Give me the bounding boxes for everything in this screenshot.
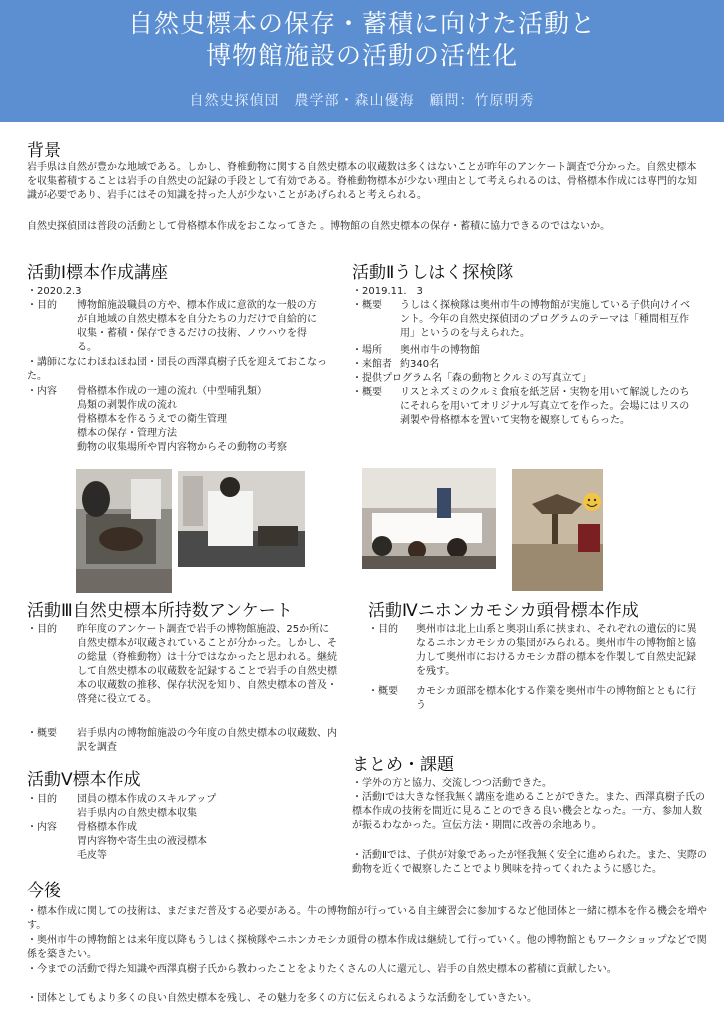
act2-overview2-text: リスとネズミのクルミ食痕を紙芝居・実物を用いて解説したのちにそれらを用いてオリジナル写真立てを作った。会場にはリスの剥製や骨格標本を置いて実物を観察してもらった。 [400, 387, 690, 426]
act2-program: ・提供プログラム名「森の動物とクルミの写真立て」 [352, 373, 592, 384]
act5-content-item: 毛皮等 [77, 850, 107, 861]
poster-authors: 自然史探偵団 農学部・森山優海 顧問：竹原明秀 [189, 93, 535, 109]
act5-content-item: 骨格標本作成 [77, 822, 137, 833]
act5-content-label: ・内容 [27, 822, 57, 833]
background-para2: 自然史探偵団は普段の活動として骨格標本作成をおこなってきた 。博物館の自然史標本の保存・蓄積に協力できるのではないか。 [27, 221, 611, 232]
act1-content-item: 骨格標本作成の一連の流れ（中型哺乳類） [77, 386, 267, 397]
act4-purpose [368, 623, 703, 683]
act5-purpose-item: 岩手県内の自然史標本収集 [77, 808, 197, 819]
act2-visitors-label: ・来館者 [352, 359, 392, 370]
act4-purpose-text: 奥州市は北上山系と奥羽山系に挟まれ、それぞれの遺伝的に異なるニホンカモシカの集団がみられる。奥州市牛の博物館と協力して奥州市におけるカモシカ群の標本を作製して自然史記録を残す。 [416, 624, 697, 677]
act1-purpose [27, 299, 342, 359]
act4-purpose-label: ・目的 [368, 624, 398, 635]
act1-content-item: 鳥類の剥製作成の流れ [77, 400, 177, 411]
act2-visitors [352, 358, 702, 372]
act1-content [27, 385, 342, 460]
background-heading: 背景 [27, 141, 61, 161]
poster-title-line2: 博物館施設の活動の活性化 [205, 41, 518, 70]
act3-overview-text: 岩手県内の博物館施設の今年度の自然史標本の収蔵数、内訳を調査 [77, 728, 337, 753]
photo-kids-event [362, 468, 496, 569]
act4-heading: 活動Ⅳニホンカモシカ頭骨標本作成 [368, 601, 639, 621]
act2-overview [352, 299, 702, 344]
photo-lecture [178, 471, 305, 567]
act3-purpose [27, 623, 347, 725]
future-heading: 今後 [27, 881, 61, 901]
act3-overview [27, 727, 347, 757]
act2-overview2-label: ・概要 [352, 387, 382, 398]
act3-purpose-label: ・目的 [27, 624, 57, 635]
act1-content-item: 骨格標本を作るうえでの衛生管理 [77, 414, 227, 425]
act1-content-item: 標本の保存・管理方法 [77, 428, 177, 439]
act2-overview2 [352, 386, 702, 446]
act5-content-item: 胃内容物や寄生虫の液浸標本 [77, 836, 207, 847]
act1-date: ・2020.2.3 [27, 286, 82, 297]
act4-overview-text: カモシカ頭部を標本化する作業を奥州市牛の博物館とともに行う [416, 686, 696, 711]
summary-item: ・活動Ⅱでは、子供が対象であったが怪我無く安全に進められた。また、実際の動物を近くで観察したことでより興味を持ってくれたように感じた。 [352, 850, 707, 875]
act3-heading: 活動Ⅲ自然史標本所持数アンケート [27, 601, 293, 621]
future-item: ・団体としてもより多くの良い自然史標本を残し、その魅力を多くの方に伝えられるような活動をしていきたい。 [27, 993, 537, 1004]
act5-content [27, 821, 347, 863]
act5-purpose-label: ・目的 [27, 794, 57, 805]
act5-heading: 活動Ⅴ標本作成 [27, 770, 141, 790]
summary-item: ・学外の方と協力、交流しつつ活動できた。 [352, 778, 552, 789]
act1-heading: 活動Ⅰ標本作成講座 [27, 263, 169, 283]
future-item: ・今までの活動で得た知識や西澤真樹子氏から教わったことをよりたくさんの人に還元し、岩手の自然史標本の蓄積に貢献したい。 [27, 964, 617, 975]
act2-date: ・2019.11. 3 [352, 286, 423, 297]
act2-overview-text: うしはく探検隊は奥州市牛の博物館が実施している子供向けイベント。今年の自然史探偵団のプログラムのテーマは「種間相互作用」というのを与えられた。 [400, 300, 690, 339]
act2-place-text: 奥州市牛の博物館 [400, 345, 480, 356]
act2-place [352, 344, 702, 358]
act1-content-item: 動物の収集場所や胃内容物からその動物の考察 [77, 442, 287, 453]
act4-overview-label: ・概要 [368, 686, 398, 697]
summary-heading: まとめ・課題 [352, 755, 454, 775]
poster-header [0, 0, 724, 122]
act5-purpose-item: 団員の標本作成のスキルアップ [77, 794, 217, 805]
act2-visitors-text: 約340名 [400, 359, 440, 370]
act4-overview [368, 685, 703, 715]
act3-purpose-text: 昨年度のアンケート調査で岩手の博物館施設、25か所に自然史標本が収蔵されていることが分かった。しかし、その総量（脊椎動物）は十分ではなかったと思われる。継続して自然史標本の収蔵数を記録することで岩手の自然史標本の収蔵数の推移、保存状況を知り、自然史標本の普及・啓発に役立てる。 [77, 624, 337, 705]
background-para1: 岩手県は自然が豊かな地域である。しかし、脊椎動物に関する自然史標本の収蔵数は多くはないことが昨年のアンケート調査で分かった。自然史標本を収集蓄積することは岩手の自然史の記録の手段として有効である。脊椎動物標本が少ない理由として考えられるのは、骨格標本作成には専門的な知識が必要であり、岩手にはその知識を持った人が少ないことがあげられると考えられる。 [27, 162, 697, 201]
act1-content-label: ・内容 [27, 386, 57, 397]
future-item: ・奥州市牛の博物館とは来年度以降もうしはく探検隊やニホンカモシカ頭骨の標本作成は継続して行っていく。他の博物館ともワークショップなどで関係を築きたい。 [27, 935, 707, 960]
act2-heading: 活動Ⅱうしはく探検隊 [352, 263, 514, 283]
summary-item: ・活動Ⅰでは大きな怪我無く講座を進めることができた。また、西澤真樹子氏の標本作成の技術を間近に見ることのできる良い機会となった。一方、参加人数が振るわなかった。宣伝方法・期間に改善の余地あり。 [352, 792, 705, 831]
poster-title-line1: 自然史標本の保存・蓄積に向けた活動と [127, 9, 596, 38]
act1-purpose-label: ・目的 [27, 300, 57, 311]
photo-skull-workshop [76, 469, 172, 593]
act1-purpose-text: 博物館施設職員の方や、標本作成に意欲的な一般の方が自地域の自然史標本を自分たちの力だけで自給的に収集・蓄積・保存できるだけの技術、ノウハウを得る。 [77, 300, 317, 353]
act1-lecturer: ・講師になにわほねほね団・団長の西澤真樹子氏を迎えておこなった。 [27, 357, 327, 382]
future-item: ・標本作成に関しての技術は、まだまだ普及する必要がある。牛の博物館が行っている自主練習会に参加するなど他団体と一緒に標本を作る機会を増やす。 [27, 906, 707, 931]
act3-overview-label: ・概要 [27, 728, 57, 739]
act2-place-label: ・場所 [352, 345, 382, 356]
photo-specimen-display [512, 469, 603, 591]
act2-overview-label: ・概要 [352, 300, 382, 311]
act5-purpose [27, 793, 347, 821]
